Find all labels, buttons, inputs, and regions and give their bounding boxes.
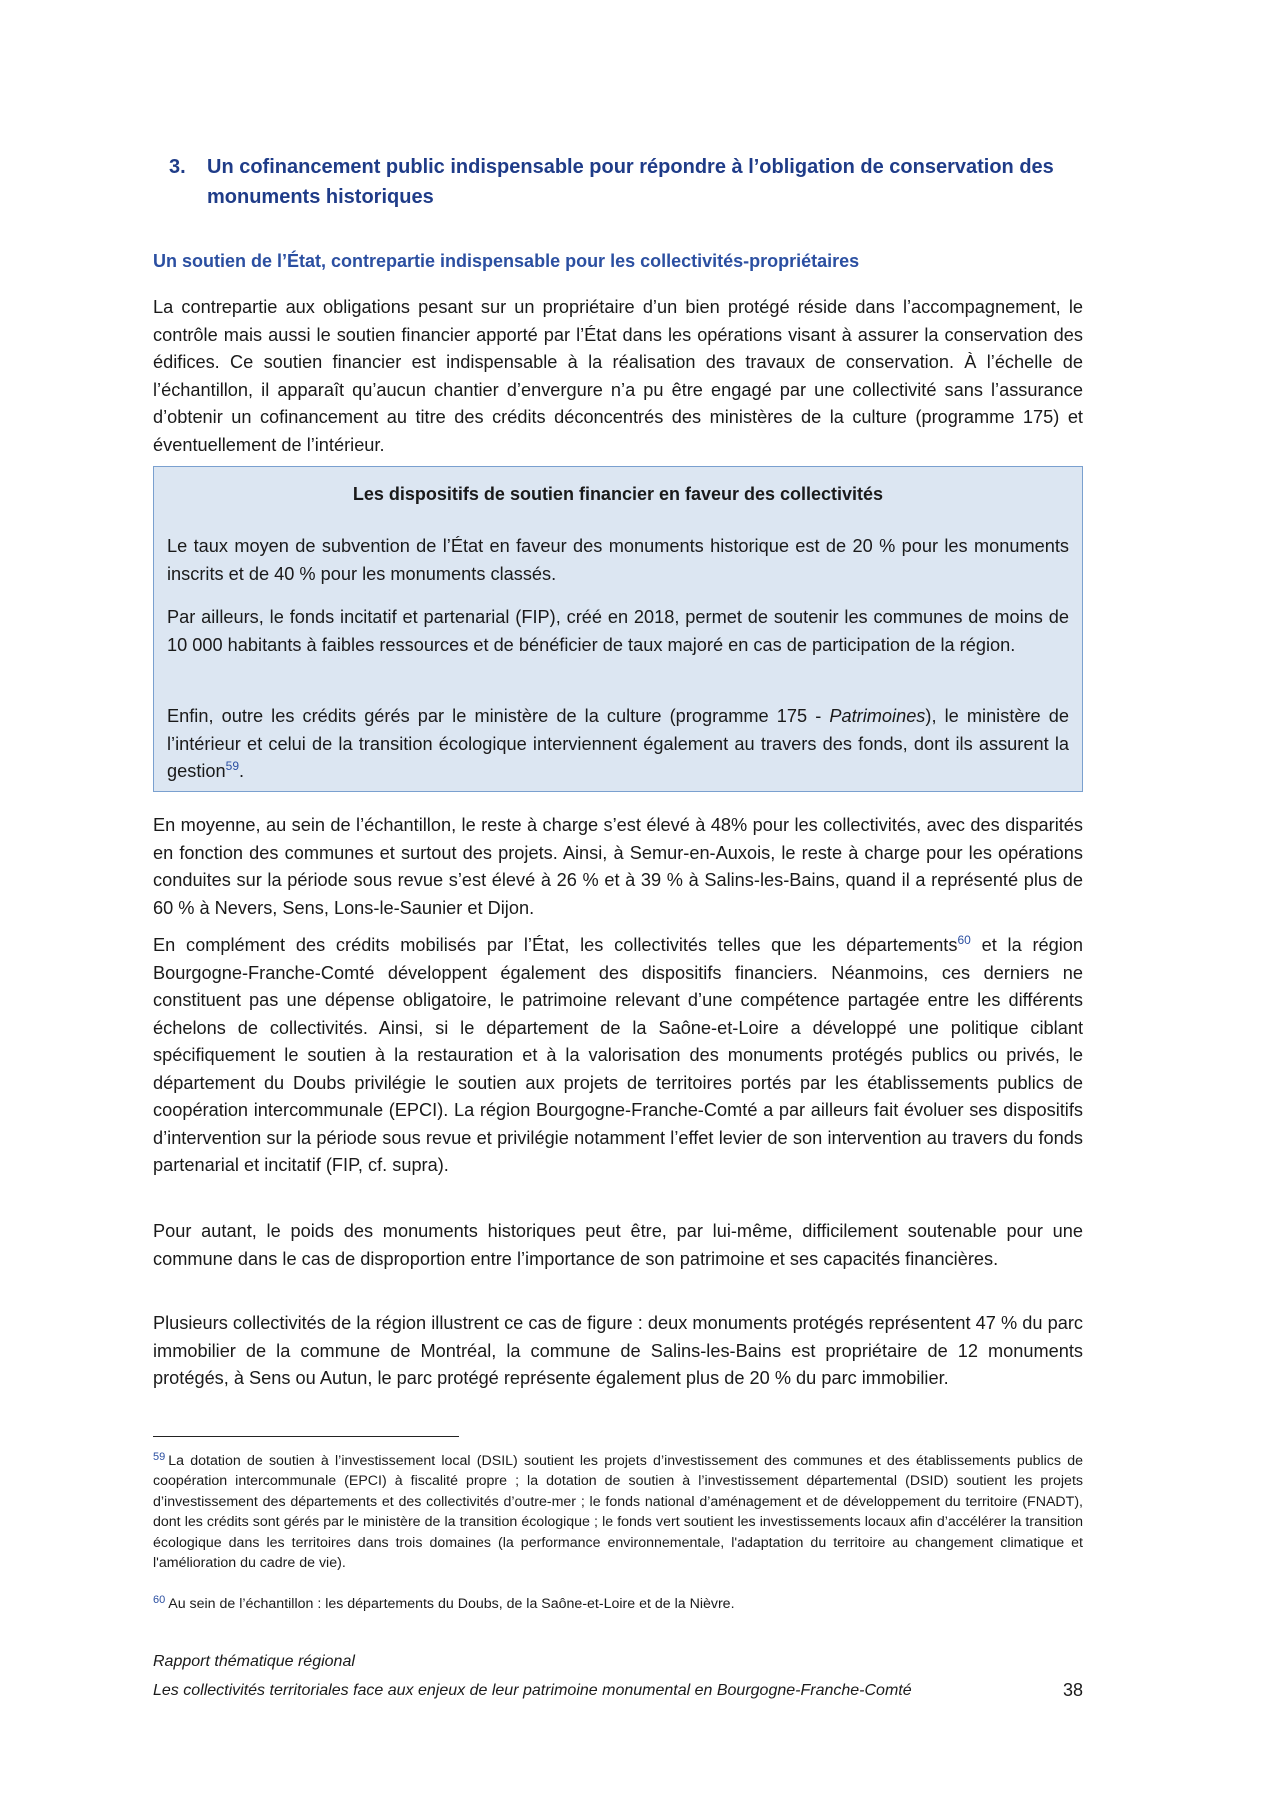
footnote-text: Au sein de l’échantillon : les départements du Doubs, de la Saône-et-Loire et de la Nièvre.: [168, 1596, 735, 1612]
footnote-60: [153, 1594, 1083, 1614]
section-heading: [153, 152, 1083, 212]
paragraph-poids: Pour autant, le poids des monuments historiques peut être, par lui-même, difficilement soutenable pour une commune dans le cas de disproportion entre l’importance de son patrimoine et ses capacités financières.: [153, 1221, 1083, 1269]
info-box-title: Les dispositifs de soutien financier en faveur des collectivités: [352, 484, 884, 504]
paragraph-complement: En complément des crédits mobilisés par l’État, les collectivités telles que les départements$^{60}$ et la région Bourgogne-Franche-Comté développent également des dispositifs financiers. Néanmoins, ces derniers ne constituent pas une dépense obligatoire, le patrimoine relevant d’une compétence partagée entre les différents échelons de collectivités. Ainsi, si le département de la Saône-et-Loire a développé une politique ciblant spécifiquement le soutien à la restauration et à la valorisation des monuments protégés publics ou privés, le département du Doubs privilégie le soutien aux projets de territoires portés par les établissements publics de coopération intercommunale (EPCI). La région Bourgogne-Franche-Comté a par ailleurs fait évoluer ses dispositifs d’intervention sur la période sous revue et privilégie notamment l’effet levier de son intervention au travers du fonds partenarial et incitatif (FIP, cf. supra).: [153, 933, 1084, 1175]
footer-report-title: Les collectivités territoriales face aux enjeux de leur patrimoine monumental en Bourgogne-Franche-Comté: [153, 1682, 912, 1699]
info-box-paragraph-1: Le taux moyen de subvention de l’État en faveur des monuments historique est de 20 % pour les monuments inscrits et de 40 % pour les monuments classés.: [167, 536, 1069, 584]
paragraph-plusieurs: Plusieurs collectivités de la région illustrent ce cas de figure : deux monuments protégés représentent 47 % du parc immobilier de la commune de Montréal, la commune de Salins-les-Bains est propriétaire de 12 monuments protégés, à Sens ou Autun, le parc protégé représente également plus de 20 % du parc immobilier.: [153, 1313, 1083, 1388]
footnote-59: [153, 1451, 1083, 1573]
paragraph-moyenne: En moyenne, au sein de l’échantillon, le reste à charge s’est élevé à 48% pour les collectivités, avec des disparités en fonction des communes et surtout des projets. Ainsi, à Semur-en-Auxois, le reste à charge pour les opérations conduites sur la période sous revue s’est élevé à 26 % et à 39 % à Salins-les-Bains, quand il a représenté plus de 60 % à Nevers, Sens, Lons-le-Saunier et Dijon.: [153, 815, 1083, 918]
footnote-ref-60[interactable]: 60: [957, 933, 971, 947]
footnote-text: La dotation de soutien à l’investissement local (DSIL) soutient les projets d’investissement des communes et des établissements publics de coopération intercommunale (EPCI) à fiscalité propre ; la dotation de soutien à l’investissement départemental (DSID) soutient les projets d’investissement des départements et des collectivités d’outre-mer ; le fonds national d’aménagement et de développement du territoire (FNADT), dont les crédits sont gérés par le ministère de la transition écologique ; le fonds vert soutient les investissements locaux afin d’accélérer la transition écologique dans les territoires dans trois domaines (la performance environnementale, l'adaptation du territoire au changement climatique et l'amélioration du cadre de vie).: [153, 1453, 1083, 1572]
italic-programme-name: Patrimoines: [829, 706, 926, 726]
section-number: 3.: [169, 156, 186, 178]
footnote-number: 60: [153, 1594, 166, 1606]
page-number: 38: [1062, 1680, 1083, 1700]
info-box-paragraph-3: Enfin, outre les crédits gérés par le ministère de la culture (programme 175 - Patrimoines), le ministère de l’intérieur et celui de la transition écologique interviennent également au travers des fonds, dont ils assurent la gestion$^{59}$.: [167, 706, 1069, 781]
footnote-number: 59: [153, 1451, 166, 1463]
footnote-ref-59[interactable]: 59: [225, 759, 240, 773]
section-title: Un cofinancement public indispensable pour répondre à l’obligation de conservation des monuments historiques: [207, 156, 1054, 208]
footnote-separator: [153, 1436, 459, 1437]
subsection-title: Un soutien de l’État, contrepartie indispensable pour les collectivités-propriétaires: [153, 251, 860, 271]
info-box: [153, 466, 1083, 792]
footer-report-type: Rapport thématique régional: [153, 1653, 355, 1670]
intro-paragraph: La contrepartie aux obligations pesant sur un propriétaire d’un bien protégé réside dans l’accompagnement, le contrôle mais aussi le soutien financier apporté par l’État dans les opérations visant à assurer la conservation des édifices. Ce soutien financier est indispensable à la réalisation des travaux de conservation. À l’échelle de l’échantillon, il apparaît qu’aucun chantier d’envergure n’a pu être engagé par une collectivité sans l’assurance d’obtenir un cofinancement au titre des crédits déconcentrés des ministères de la culture (programme 175) et éventuellement de l’intérieur.: [153, 297, 1083, 455]
info-box-paragraph-2: Par ailleurs, le fonds incitatif et partenarial (FIP), créé en 2018, permet de soutenir les communes de moins de 10 000 habitants à faibles ressources et de bénéficier de taux majoré en cas de participation de la région.: [167, 607, 1069, 655]
